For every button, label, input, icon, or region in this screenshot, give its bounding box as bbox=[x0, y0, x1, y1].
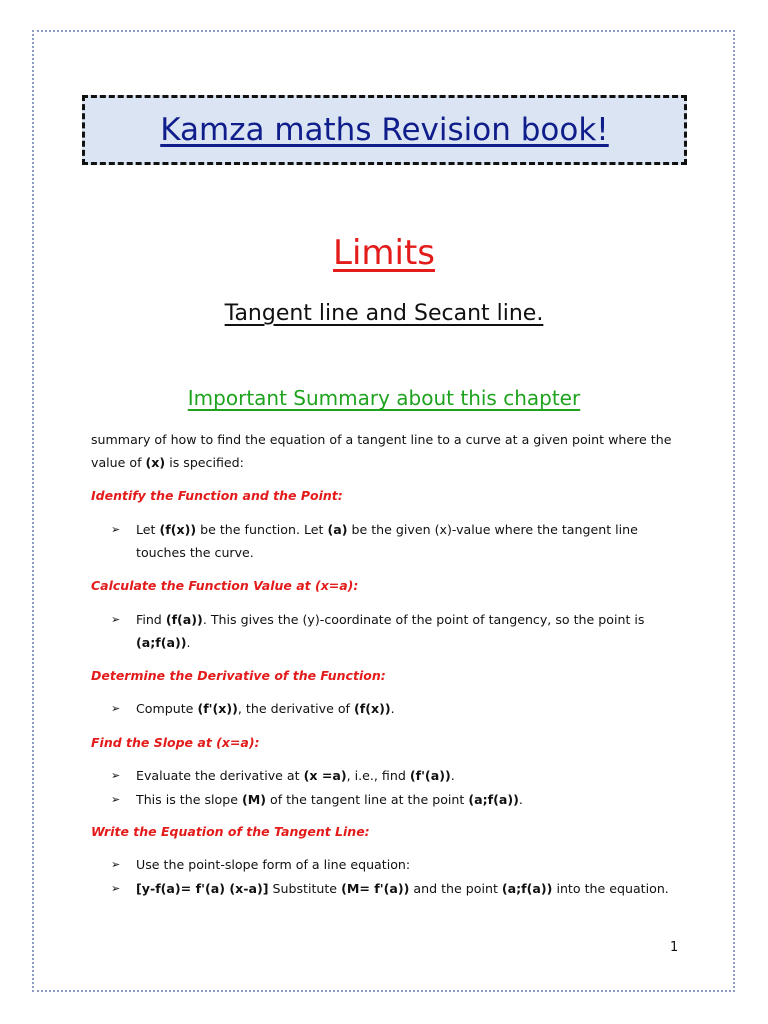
bullet-text: Compute (f'(x)), the derivative of (f(x)). bbox=[136, 701, 395, 716]
bullet-text: Evaluate the derivative at (x =a), i.e., find (f'(a)). bbox=[136, 768, 455, 783]
section-heading-derivative: Determine the Derivative of the Function: bbox=[91, 668, 386, 683]
bullet-item bbox=[111, 697, 671, 720]
chapter-subtitle: Tangent line and Secant line. bbox=[224, 301, 544, 326]
bullet-item bbox=[111, 788, 671, 811]
bullet-item bbox=[111, 764, 671, 787]
bullet-item bbox=[111, 853, 671, 876]
intro-text: summary of how to find the equation of a tangent line to a curve at a given point where the value of bbox=[91, 432, 672, 470]
intro-text-end: is specified: bbox=[165, 455, 244, 470]
book-title: Kamza maths Revision book! bbox=[160, 112, 609, 148]
bullet-item bbox=[111, 608, 671, 654]
page-number: 1 bbox=[670, 940, 679, 955]
chapter-title: Limits bbox=[333, 233, 435, 273]
bullet-item bbox=[111, 877, 671, 900]
section-heading-equation: Write the Equation of the Tangent Line: bbox=[91, 824, 370, 839]
section-heading-slope: Find the Slope at (x=a): bbox=[91, 735, 260, 750]
bullet-arrow-icon: ➢ bbox=[111, 793, 121, 806]
intro-bold: (x) bbox=[145, 455, 166, 470]
bullet-arrow-icon: ➢ bbox=[111, 858, 121, 871]
bullet-arrow-icon: ➢ bbox=[111, 523, 121, 536]
bullet-item bbox=[111, 518, 671, 564]
section-heading-calculate: Calculate the Function Value at (x=a): bbox=[91, 578, 359, 593]
bullet-arrow-icon: ➢ bbox=[111, 882, 121, 895]
bullet-text: [y-f(a)= f'(a) (x-a)] Substitute (M= f'(a)) and the point (a;f(a)) into the equation. bbox=[136, 881, 669, 896]
section-heading-identify: Identify the Function and the Point: bbox=[91, 488, 343, 503]
bullet-arrow-icon: ➢ bbox=[111, 769, 121, 782]
page-border bbox=[32, 30, 735, 992]
bullet-text: Let (f(x)) be the function. Let (a) be the given (x)-value where the tangent line touches the curve. bbox=[136, 522, 638, 560]
bullet-text: Use the point-slope form of a line equation: bbox=[136, 857, 411, 872]
intro-paragraph bbox=[91, 428, 691, 474]
bullet-arrow-icon: ➢ bbox=[111, 702, 121, 715]
bullet-text: Find (f(a)). This gives the (y)-coordinate of the point of tangency, so the point is (a;f(a)). bbox=[136, 612, 645, 650]
title-banner bbox=[82, 95, 687, 165]
summary-heading: Important Summary about this chapter bbox=[187, 386, 581, 410]
bullet-arrow-icon: ➢ bbox=[111, 613, 121, 626]
bullet-text: This is the slope (M) of the tangent line at the point (a;f(a)). bbox=[136, 792, 523, 807]
